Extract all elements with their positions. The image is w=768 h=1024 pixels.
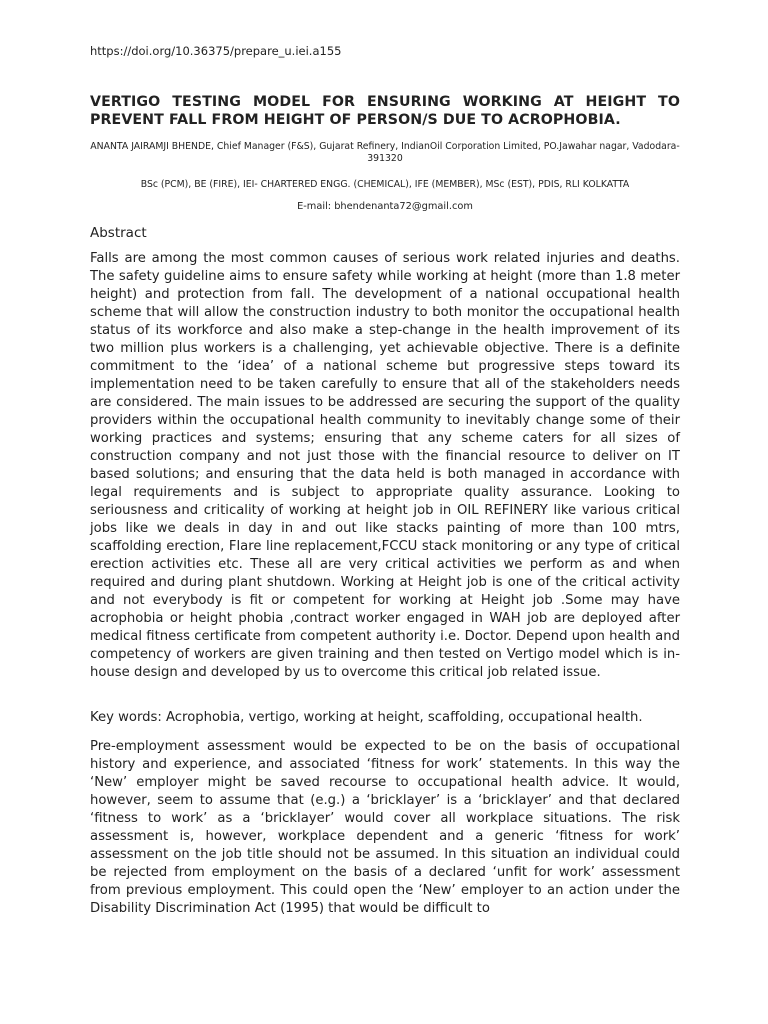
author-affiliation: ANANTA JAIRAMJI BHENDE, Chief Manager (F&S), Gujarat Refinery, IndianOil Corporation Limited, PO.Jawahar nagar, Vadodara-391320 <box>90 141 680 164</box>
abstract-heading: Abstract <box>90 225 147 241</box>
abstract-body: Falls are among the most common causes of serious work related injuries and deaths. The safety guideline aims to ensure safety while working at height (more than 1.8 meter height) and protection from fall. The development of a national occupational health scheme that will allow the construction industry to both monitor the occupational health status of its workforce and also make a step-change in the health improvement of its two million plus workers is a challenging, yet achievable objective. There is a definite commitment to the ‘idea’ of a national scheme but progressive steps toward its implementation need to be taken carefully to ensure that all of the stakeholders needs are considered. The main issues to be addressed are securing the support of the quality providers within the occupational health community to inevitably change some of their working practices and systems; ensuring that any scheme caters for all sizes of construction company and not just those with the financial resource to deliver on IT based solutions; and ensuring that the data held is both managed in accordance with legal requirements and is subject to appropriate quality assurance. Looking to seriousness and criticality of working at height job in OIL REFINERY like various critical jobs like we deals in day in and out like stacks painting of more than 100 mtrs, scaffolding erection, Flare line replacement,FCCU stack monitoring or any type of critical erection activities etc. These all are very critical activities we perform as and when required and during plant shutdown. Working at Height job is one of the critical activity and not everybody is fit or competent for working at Height job .Some may have acrophobia or height phobia ,contract worker engaged in WAH job are deployed after medical fitness certificate from competent authority i.e. Doctor. Depend upon health and competency of workers are given training and then tested on Vertigo model which is in-house design and developed by us to overcome this critical job related issue. <box>90 251 680 680</box>
doi-link[interactable]: https://doi.org/10.36375/prepare_u.iei.a155 <box>90 44 342 58</box>
body-paragraph: Pre-employment assessment would be expected to be on the basis of occupational history and experience, and associated ‘fitness for work’ statements. In this way the ‘New’ employer might be saved recourse to occupational health advice. It would, however, seem to assume that (e.g.) a ‘bricklayer’ is a ‘bricklayer’ and that declared ‘fitness to work’ as a ‘bricklayer’ would cover all workplace situations. The risk assessment is, however, workplace dependent and a generic ‘fitness for work’ assessment on the job title should not be assumed. In this situation an individual could be rejected from employment on the basis of a declared ‘unfit for work’ assessment from previous employment. This could open the ‘New’ employer to an action under the Disability Discrimination Act (1995) that would be difficult to <box>90 739 680 916</box>
author-qualifications: BSc (PCM), BE (FIRE), IEI- CHARTERED ENGG. (CHEMICAL), IFE (MEMBER), MSc (EST), PDIS, RLI KOLKATTA <box>140 179 630 190</box>
paper-title: VERTIGO TESTING MODEL FOR ENSURING WORKING AT HEIGHT TO PREVENT FALL FROM HEIGHT OF PERSON/S DUE TO ACROPHOBIA. <box>90 94 680 128</box>
keywords: Key words: Acrophobia, vertigo, working at height, scaffolding, occupational health. <box>90 710 643 725</box>
author-email: E-mail: bhendenanta72@gmail.com <box>297 201 473 212</box>
